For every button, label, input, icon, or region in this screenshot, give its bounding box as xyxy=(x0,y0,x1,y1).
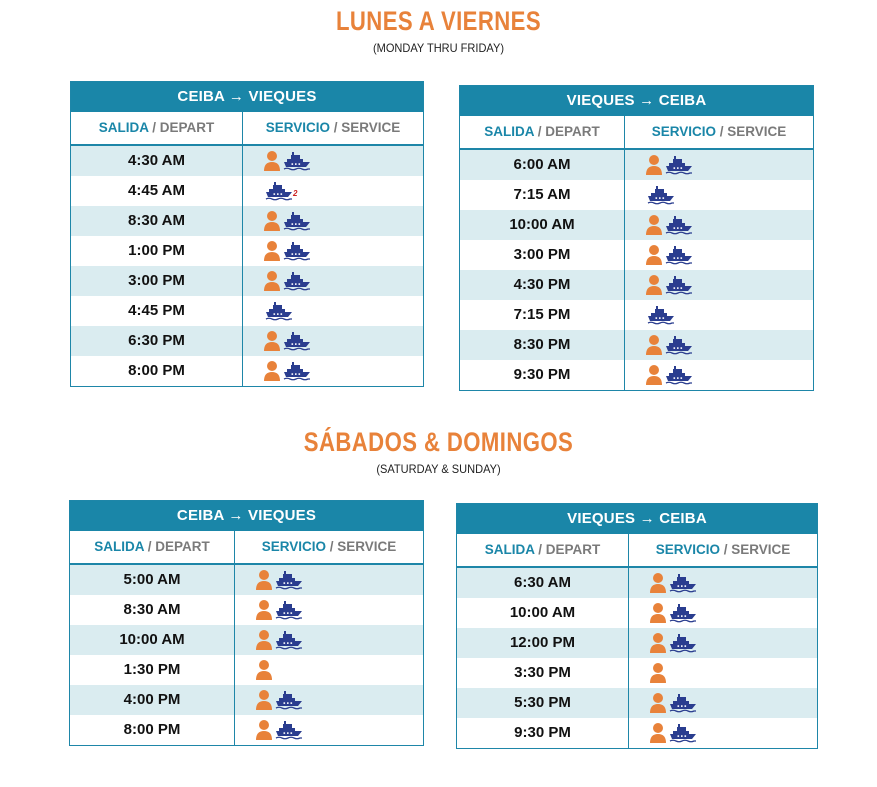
passenger-icon xyxy=(649,602,667,624)
route-arrow: → xyxy=(228,507,244,525)
table-row xyxy=(70,655,424,685)
service-icons xyxy=(243,206,424,236)
ferry-icon xyxy=(647,304,675,326)
service-icons xyxy=(629,598,818,628)
depart-label-en: DEPART xyxy=(545,542,601,557)
service-icons xyxy=(235,715,424,746)
table-row xyxy=(70,625,424,655)
column-header-depart xyxy=(71,112,243,145)
passenger-icon xyxy=(645,364,663,386)
passenger-icon xyxy=(645,214,663,236)
ferry-icon xyxy=(665,334,693,356)
service-label-es: SERVICIO xyxy=(265,120,330,135)
service-icons xyxy=(235,655,424,685)
departure-time: 1:00 PM xyxy=(71,236,243,266)
departure-time: 4:00 PM xyxy=(70,685,235,715)
passenger-icon xyxy=(649,572,667,594)
section-subtitle-weekday: (MONDAY THRU FRIDAY) xyxy=(372,41,505,55)
section-title-weekday: LUNES A VIERNES xyxy=(335,6,542,36)
departure-time: 7:15 PM xyxy=(460,300,625,330)
table-row xyxy=(460,300,814,330)
route-to: VIEQUES xyxy=(248,507,317,525)
departure-time: 5:00 AM xyxy=(70,564,235,595)
table-row xyxy=(457,658,818,688)
table-row xyxy=(71,176,424,206)
schedule-table-weekday-vieques-ceiba xyxy=(459,85,814,391)
table-row xyxy=(70,564,424,595)
service-icons xyxy=(625,210,814,240)
departure-time: 4:45 PM xyxy=(71,296,243,326)
departure-time: 4:30 PM xyxy=(460,270,625,300)
passenger-icon xyxy=(255,659,273,681)
service-icons xyxy=(625,330,814,360)
service-label-es: SERVICIO xyxy=(651,124,716,139)
table-row xyxy=(71,145,424,176)
service-icons xyxy=(625,240,814,270)
ferry-icon xyxy=(283,150,311,172)
departure-time: 10:00 AM xyxy=(460,210,625,240)
depart-label-en: DEPART xyxy=(545,124,600,139)
ferry-icon xyxy=(665,364,693,386)
route-from: CEIBA xyxy=(176,507,225,525)
route-to: CEIBA xyxy=(658,92,707,110)
route-from: VIEQUES xyxy=(567,510,636,528)
departure-time: 3:00 PM xyxy=(460,240,625,270)
ferry-icon xyxy=(665,154,693,176)
table-row xyxy=(460,180,814,210)
passenger-icon xyxy=(263,360,281,382)
passenger-icon xyxy=(255,629,273,651)
passenger-icon xyxy=(255,719,273,741)
ferry-icon xyxy=(669,692,697,714)
schedule-table-weekend-ceiba-vieques xyxy=(69,500,424,746)
service-icons xyxy=(243,236,424,266)
passenger-icon xyxy=(645,154,663,176)
ferry-icon xyxy=(669,722,697,744)
section-subtitle-weekend: (SATURDAY & SUNDAY) xyxy=(376,462,501,476)
table-row xyxy=(457,688,818,718)
service-icons xyxy=(629,688,818,718)
passenger-icon xyxy=(255,599,273,621)
column-header-service xyxy=(629,534,818,567)
ferry-icon xyxy=(283,270,311,292)
departure-time: 8:30 AM xyxy=(71,206,243,236)
depart-label-en: DEPART xyxy=(155,539,210,554)
passenger-icon xyxy=(645,274,663,296)
ferry-icon xyxy=(275,629,303,651)
passenger-icon xyxy=(649,722,667,744)
column-header-service xyxy=(625,116,814,149)
departure-time: 1:30 PM xyxy=(70,655,235,685)
table-title xyxy=(70,501,424,531)
departure-time: 9:30 PM xyxy=(457,718,629,749)
departure-time: 8:00 PM xyxy=(70,715,235,746)
departure-time: 10:00 AM xyxy=(457,598,629,628)
service-icons xyxy=(235,595,424,625)
passenger-icon xyxy=(649,692,667,714)
route-arrow: → xyxy=(228,88,245,106)
service-icons xyxy=(625,180,814,210)
departure-time: 8:00 PM xyxy=(71,356,243,387)
ferry-icon xyxy=(265,300,293,322)
header-separator: / xyxy=(723,542,728,557)
service-icons xyxy=(243,296,424,326)
ferry-icon xyxy=(265,180,293,202)
service-icons xyxy=(629,718,818,749)
passenger-icon xyxy=(255,689,273,711)
departure-time: 4:45 AM xyxy=(71,176,243,206)
depart-label-es: SALIDA xyxy=(98,120,149,135)
departure-time: 8:30 PM xyxy=(460,330,625,360)
service-icons xyxy=(243,326,424,356)
service-label-en: SERVICE xyxy=(731,542,791,557)
departure-time: 7:15 AM xyxy=(460,180,625,210)
service-icons xyxy=(235,625,424,655)
service-label-en: SERVICE xyxy=(727,124,787,139)
section-title-weekend: SÁBADOS & DOMINGOS xyxy=(303,427,574,457)
service-icons xyxy=(625,270,814,300)
header-separator: / xyxy=(333,120,338,135)
column-header-depart xyxy=(70,531,235,564)
service-icons xyxy=(243,145,424,176)
passenger-icon xyxy=(263,240,281,262)
ferry-icon xyxy=(669,572,697,594)
service-icons xyxy=(629,628,818,658)
footnote-marker: 2 xyxy=(293,189,298,198)
service-icons xyxy=(629,567,818,598)
service-icons xyxy=(243,266,424,296)
route-to: CEIBA xyxy=(659,510,707,528)
service-label-en: SERVICE xyxy=(341,120,401,135)
table-row xyxy=(70,595,424,625)
departure-time: 5:30 PM xyxy=(457,688,629,718)
service-label-es: SERVICIO xyxy=(655,542,720,557)
column-header-service xyxy=(235,531,424,564)
service-icons xyxy=(243,176,424,206)
route-from: CEIBA xyxy=(177,88,225,106)
departure-time: 3:30 PM xyxy=(457,658,629,688)
schedule-table-weekday-ceiba-vieques xyxy=(70,81,424,387)
service-label-es: SERVICIO xyxy=(261,539,326,554)
passenger-icon xyxy=(649,662,667,684)
table-row xyxy=(460,270,814,300)
ferry-icon xyxy=(283,240,311,262)
departure-time: 6:30 AM xyxy=(457,567,629,598)
route-to: VIEQUES xyxy=(248,88,317,106)
ferry-icon xyxy=(275,599,303,621)
table-row xyxy=(457,598,818,628)
departure-time: 8:30 AM xyxy=(70,595,235,625)
table-row xyxy=(70,715,424,746)
table-row xyxy=(457,718,818,749)
service-label-en: SERVICE xyxy=(337,539,397,554)
table-row xyxy=(460,210,814,240)
route-arrow: → xyxy=(639,92,655,110)
ferry-icon xyxy=(665,244,693,266)
table-row xyxy=(71,356,424,387)
header-separator: / xyxy=(538,542,542,557)
table-row xyxy=(457,628,818,658)
service-icons xyxy=(625,149,814,180)
passenger-icon xyxy=(263,270,281,292)
ferry-icon xyxy=(275,719,303,741)
table-row xyxy=(460,360,814,391)
table-row xyxy=(71,296,424,326)
table-row xyxy=(71,236,424,266)
table-row xyxy=(71,326,424,356)
table-row xyxy=(457,567,818,598)
column-header-depart xyxy=(460,116,625,149)
ferry-icon xyxy=(283,330,311,352)
depart-label-es: SALIDA xyxy=(484,124,534,139)
passenger-icon xyxy=(263,210,281,232)
passenger-icon xyxy=(645,244,663,266)
departure-time: 6:00 AM xyxy=(460,149,625,180)
ferry-icon xyxy=(669,632,697,654)
table-title xyxy=(71,82,424,112)
depart-label-es: SALIDA xyxy=(484,542,535,557)
passenger-icon xyxy=(649,632,667,654)
service-icons xyxy=(235,685,424,715)
depart-label-en: DEPART xyxy=(159,120,215,135)
table-row xyxy=(460,149,814,180)
passenger-icon xyxy=(263,330,281,352)
passenger-icon xyxy=(263,150,281,172)
service-icons xyxy=(629,658,818,688)
departure-time: 6:30 PM xyxy=(71,326,243,356)
table-row xyxy=(460,330,814,360)
column-header-service xyxy=(243,112,424,145)
table-title xyxy=(457,504,818,534)
ferry-icon xyxy=(283,210,311,232)
passenger-icon xyxy=(645,334,663,356)
ferry-icon xyxy=(275,569,303,591)
route-from: VIEQUES xyxy=(566,92,635,110)
service-icons xyxy=(235,564,424,595)
ferry-icon xyxy=(665,214,693,236)
departure-time: 12:00 PM xyxy=(457,628,629,658)
ferry-icon xyxy=(669,602,697,624)
depart-label-es: SALIDA xyxy=(94,539,144,554)
column-header-depart xyxy=(457,534,629,567)
table-row xyxy=(71,206,424,236)
ferry-icon xyxy=(275,689,303,711)
schedule-table-weekend-vieques-ceiba xyxy=(456,503,818,749)
passenger-icon xyxy=(255,569,273,591)
table-row xyxy=(460,240,814,270)
header-separator: / xyxy=(719,124,724,139)
departure-time: 4:30 AM xyxy=(71,145,243,176)
table-row xyxy=(70,685,424,715)
header-separator: / xyxy=(152,120,156,135)
header-separator: / xyxy=(329,539,334,554)
service-icons xyxy=(625,300,814,330)
table-title xyxy=(460,86,814,116)
service-icons xyxy=(243,356,424,387)
ferry-icon xyxy=(283,360,311,382)
table-row xyxy=(71,266,424,296)
ferry-icon xyxy=(647,184,675,206)
departure-time: 10:00 AM xyxy=(70,625,235,655)
service-icons xyxy=(625,360,814,391)
route-arrow: → xyxy=(639,510,655,528)
departure-time: 9:30 PM xyxy=(460,360,625,391)
header-separator: / xyxy=(147,539,152,554)
departure-time: 3:00 PM xyxy=(71,266,243,296)
header-separator: / xyxy=(537,124,542,139)
ferry-icon xyxy=(665,274,693,296)
